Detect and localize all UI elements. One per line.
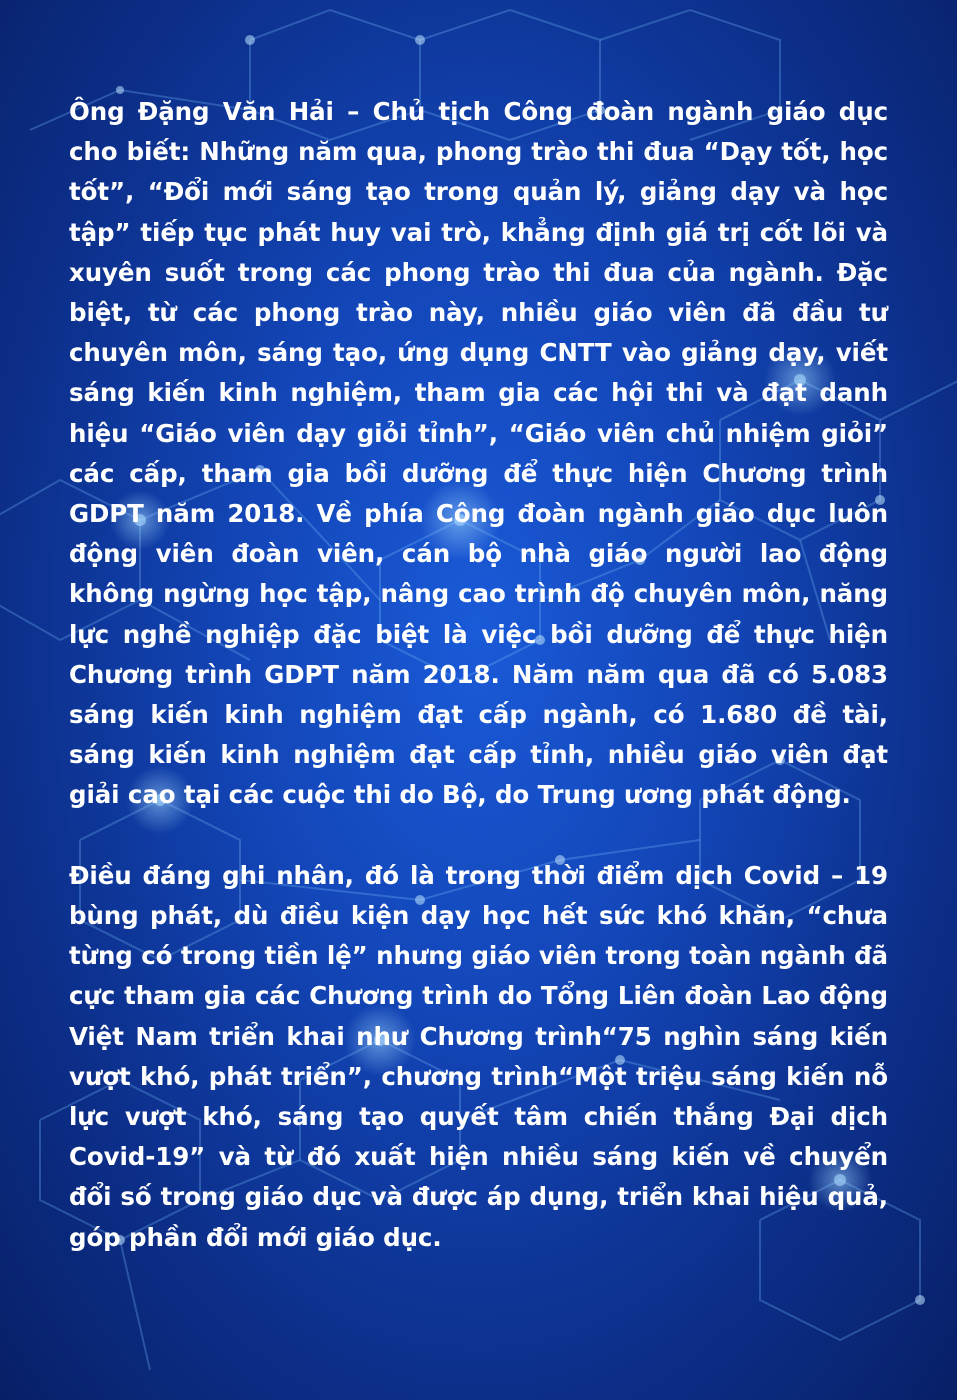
article-body (69, 92, 888, 1298)
article-paragraph-2: Điều đáng ghi nhân, đó là trong thời điểm dịch Covid – 19 bùng phát, dù điều kiện dạy học hết sức khó khăn, “chưa từng có trong tiền lệ” nhưng giáo viên trong toàn ngành đã cực tham gia các Chương trình do Tổng Liên đoàn Lao động Việt Nam triển khai như Chương trình“75 nghìn sáng kiến vượt khó, phát triển”, chương trình“Một triệu sáng kiến nỗ lực vượt khó, sáng tạo quyết tâm chiến thắng Đại dịch Covid-19” và từ đó xuất hiện nhiều sáng kiến về chuyển đổi số trong giáo dục và được áp dụng, triển khai hiệu quả, góp phần đổi mới giáo dục. (69, 860, 888, 1252)
article-paragraph-1: Ông Đặng Văn Hải – Chủ tịch Công đoàn ngành giáo dục cho biết: Những năm qua, phong trào thi đua “Dạy tốt, học tốt”, “Đổi mới sáng tạo trong quản lý, giảng dạy và học tập” tiếp tục phát huy vai trò, khẳng định giá trị cốt lõi và xuyên suốt trong các phong trào thi đua của ngành. Đặc biệt, từ các phong trào này, nhiều giáo viên đã đầu tư chuyên môn, sáng tạo, ứng dụng CNTT vào giảng dạy, viết sáng kiến kinh nghiệm, tham gia các hội thi và đạt danh hiệu “Giáo viên dạy giỏi tỉnh”, “Giáo viên chủ nhiệm giỏi” các cấp, tham gia bồi dưỡng để thực hiện Chương trình GDPT năm 2018. Về phía Công đoàn ngành giáo dục luôn động viên đoàn viên, cán bộ nhà giáo người lao động không ngừng học tập, nâng cao trình độ chuyên môn, năng lực nghề nghiệp đặc biệt là việc bồi dưỡng để thực hiện Chương trình GDPT năm 2018. Năm năm qua đã có 5.083 sáng kiến kinh nghiệm đạt cấp ngành, có 1.680 đề tài, sáng kiến kinh nghiệm đạt cấp tỉnh, nhiều giáo viên đạt giải cao tại các cuộc thi do Bộ, do Trung ương phát động. (69, 97, 888, 810)
